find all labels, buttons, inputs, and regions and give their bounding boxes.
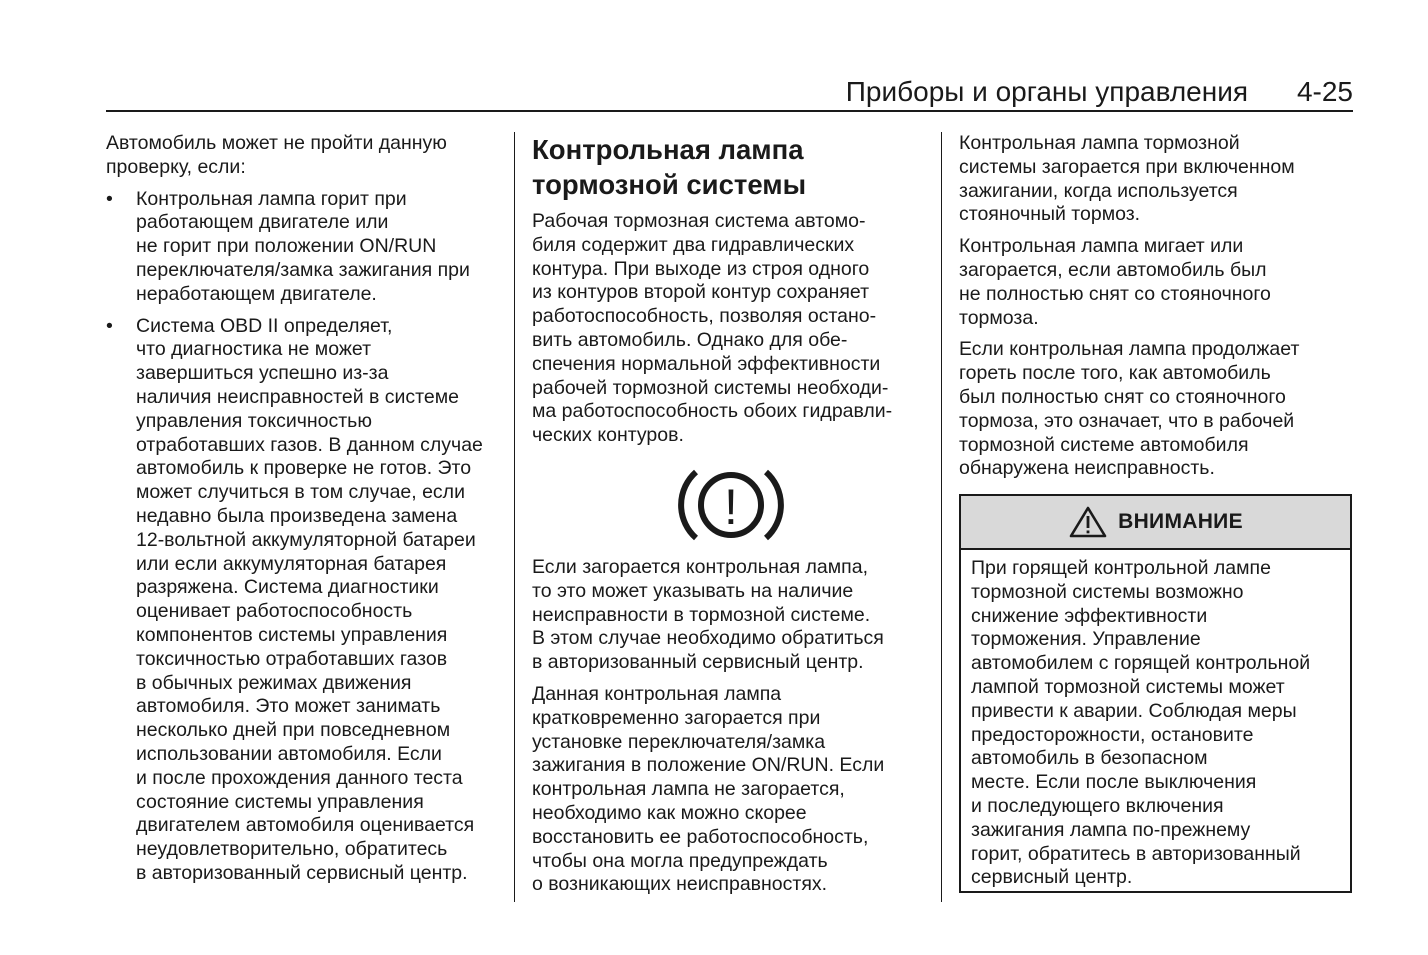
text-line: тормозной системы возможно (971, 580, 1244, 603)
text-line: наличия неисправностей в системе (136, 385, 459, 408)
warning-title: ВНИМАНИЕ (1118, 510, 1243, 533)
text-line: тормозной системе автомобиля (959, 433, 1249, 456)
paragraph (959, 338, 1353, 481)
text-line: тормоза. (959, 306, 1039, 329)
text-line: несколько дней при повседневном (136, 719, 451, 742)
section-heading (532, 132, 930, 202)
text-line: восстановить ее работоспособность, (532, 825, 869, 848)
text-line: Если контрольная лампа продолжает (959, 338, 1300, 361)
text-line: автомобилем с горящей контрольной (971, 652, 1311, 675)
text-line: привести к аварии. Соблюдая меры (971, 699, 1297, 722)
text-line: в авторизованный сервисный центр. (136, 861, 468, 884)
warning-triangle-icon (1068, 505, 1108, 539)
text-line: месте. Если после выключения (971, 771, 1257, 794)
brake-warning-icon (532, 464, 930, 546)
text-line: или если аккумуляторная батарея (136, 552, 447, 575)
text-line: работающем двигателе или (136, 211, 389, 234)
text-line: о возникающих неисправностях. (532, 873, 828, 896)
text-line: Система OBD II определяет, (136, 314, 393, 337)
text-line: Контрольная лампа горит при (136, 187, 407, 210)
text-line: Данная контрольная лампа (532, 682, 782, 705)
text-line: недавно была произведена замена (136, 504, 458, 527)
text-line: зажигании, когда используется (959, 179, 1238, 202)
text-line: оценивает работоспособность (136, 600, 413, 623)
text-line: При горящей контрольной лампе (971, 557, 1271, 579)
text-line: работоспособность, позволяя остано- (532, 305, 877, 328)
paragraph (959, 235, 1353, 330)
warning-header (961, 496, 1350, 550)
text-line: ческих контуров. (532, 424, 684, 447)
text-line: не горит при положении ON/RUN (136, 235, 437, 258)
text-line: Если загорается контрольная лампа, (532, 555, 869, 578)
text-line: сервисный центр. (971, 866, 1133, 889)
text-line: В этом случае необходимо обратиться (532, 627, 884, 650)
text-line: использовании автомобиля. Если (136, 742, 442, 765)
text-line: и после прохождения данного теста (136, 766, 463, 789)
text-line: системы загорается при включенном (959, 155, 1295, 178)
text-line: снижение эффективности (971, 604, 1208, 627)
text-line: необходимо как можно скорее (532, 801, 807, 824)
text-line: неисправности в тормозной системе. (532, 603, 871, 626)
section-title: Приборы и органы управления (845, 76, 1248, 107)
text-line: состояние системы управления (136, 790, 424, 813)
bullet-item (106, 188, 504, 307)
text-line: переключателя/замка зажигания при (136, 258, 470, 281)
text-line: проверку, если: (106, 155, 246, 178)
text-line: лампой тормозной системы может (971, 675, 1285, 698)
text-line: Рабочая тормозная система автомо- (532, 210, 866, 232)
text-line: гореть после того, как автомобиль (959, 362, 1271, 385)
text-line: ма работоспособность обоих гидравли- (532, 400, 893, 423)
text-line: Контрольная лампа мигает или (959, 235, 1244, 258)
text-line: зажигания лампа по-прежнему (971, 818, 1251, 841)
page-header (106, 74, 1353, 112)
page-number: 4-25 (1296, 76, 1353, 107)
paragraph (532, 210, 930, 448)
paragraph (532, 683, 930, 897)
bullet-marker: • (106, 314, 113, 337)
text-line: загорается, если автомобиль был (959, 258, 1267, 281)
bullet-marker: • (106, 187, 113, 210)
text-line: биля содержит два гидравлических (532, 233, 855, 256)
text-line: неработающем двигателе. (136, 282, 377, 305)
text-line: кратковременно загорается при (532, 706, 821, 729)
text-line: рабочей тормозной системы необходи- (532, 376, 889, 399)
text-line: управления токсичностью (136, 409, 372, 432)
brake-warning-icon-graphic (678, 464, 784, 546)
text-line: компонентов системы управления (136, 623, 448, 646)
column-divider-1 (514, 132, 515, 902)
intro-paragraph (106, 132, 504, 180)
text-line: и последующего включения (971, 794, 1224, 817)
text-line: автомобиль к проверке не готов. Это (136, 457, 472, 480)
text-line: автомобиль в безопасном (971, 747, 1208, 770)
column-1 (106, 132, 504, 894)
text-line: в авторизованный сервисный центр. (532, 651, 864, 674)
text-line: обнаружена неисправность. (959, 457, 1215, 480)
text-line: был полностью снят со стояночного (959, 385, 1286, 408)
column-2 (532, 132, 930, 905)
warning-box (959, 494, 1352, 893)
text-line: разряжена. Система диагностики (136, 576, 439, 599)
text-line: автомобиля. Это может занимать (136, 695, 441, 718)
text-line: контрольная лампа не загорается, (532, 778, 845, 801)
text-line: горит, обратитесь в авторизованный (971, 842, 1301, 865)
text-line: чтобы она могла предупреждать (532, 849, 828, 872)
paragraph (959, 132, 1353, 227)
warning-body (961, 550, 1350, 891)
text-line: токсичностью отработавших газов (136, 647, 448, 670)
text-line: спечения нормальной эффективности (532, 352, 881, 375)
heading-line: тормозной системы (532, 169, 807, 200)
text-line: то это может указывать на наличие (532, 579, 854, 602)
text-line: из контуров второй контур сохраняет (532, 281, 870, 304)
text-line: тормоза, это означает, что в рабочей (959, 409, 1295, 432)
text-line: двигателем автомобиля оценивается (136, 814, 475, 837)
text-line: 12-вольтной аккумуляторной батареи (136, 528, 476, 551)
text-line: не полностью снят со стояночного (959, 282, 1271, 305)
heading-line: Контрольная лампа (532, 134, 804, 165)
text-line: Автомобиль может не пройти данную (106, 132, 447, 154)
text-line: что диагностика не может (136, 338, 372, 361)
paragraph (532, 556, 930, 675)
text-line: отработавших газов. В данном случае (136, 433, 483, 456)
exclamation-mark: ! (724, 478, 738, 535)
text-line: завершиться успешно из-за (136, 362, 389, 385)
text-line: может случиться в том случае, если (136, 481, 465, 504)
column-divider-2 (941, 132, 942, 902)
text-line: в обычных режимах движения (136, 671, 412, 694)
text-line: предосторожности, остановите (971, 723, 1254, 746)
bullet-item (106, 315, 504, 886)
text-line: контура. При выходе из строя одного (532, 257, 870, 280)
text-line: установке переключателя/замка (532, 730, 826, 753)
column-3 (959, 132, 1353, 489)
text-line: стояночный тормоз. (959, 203, 1141, 226)
text-line: торможения. Управление (971, 628, 1201, 651)
text-line: Контрольная лампа тормозной (959, 132, 1240, 154)
text-line: зажигания в положение ON/RUN. Если (532, 754, 885, 777)
text-line: вить автомобиль. Однако для обе- (532, 328, 848, 351)
text-line: неудовлетворительно, обратитесь (136, 838, 448, 861)
